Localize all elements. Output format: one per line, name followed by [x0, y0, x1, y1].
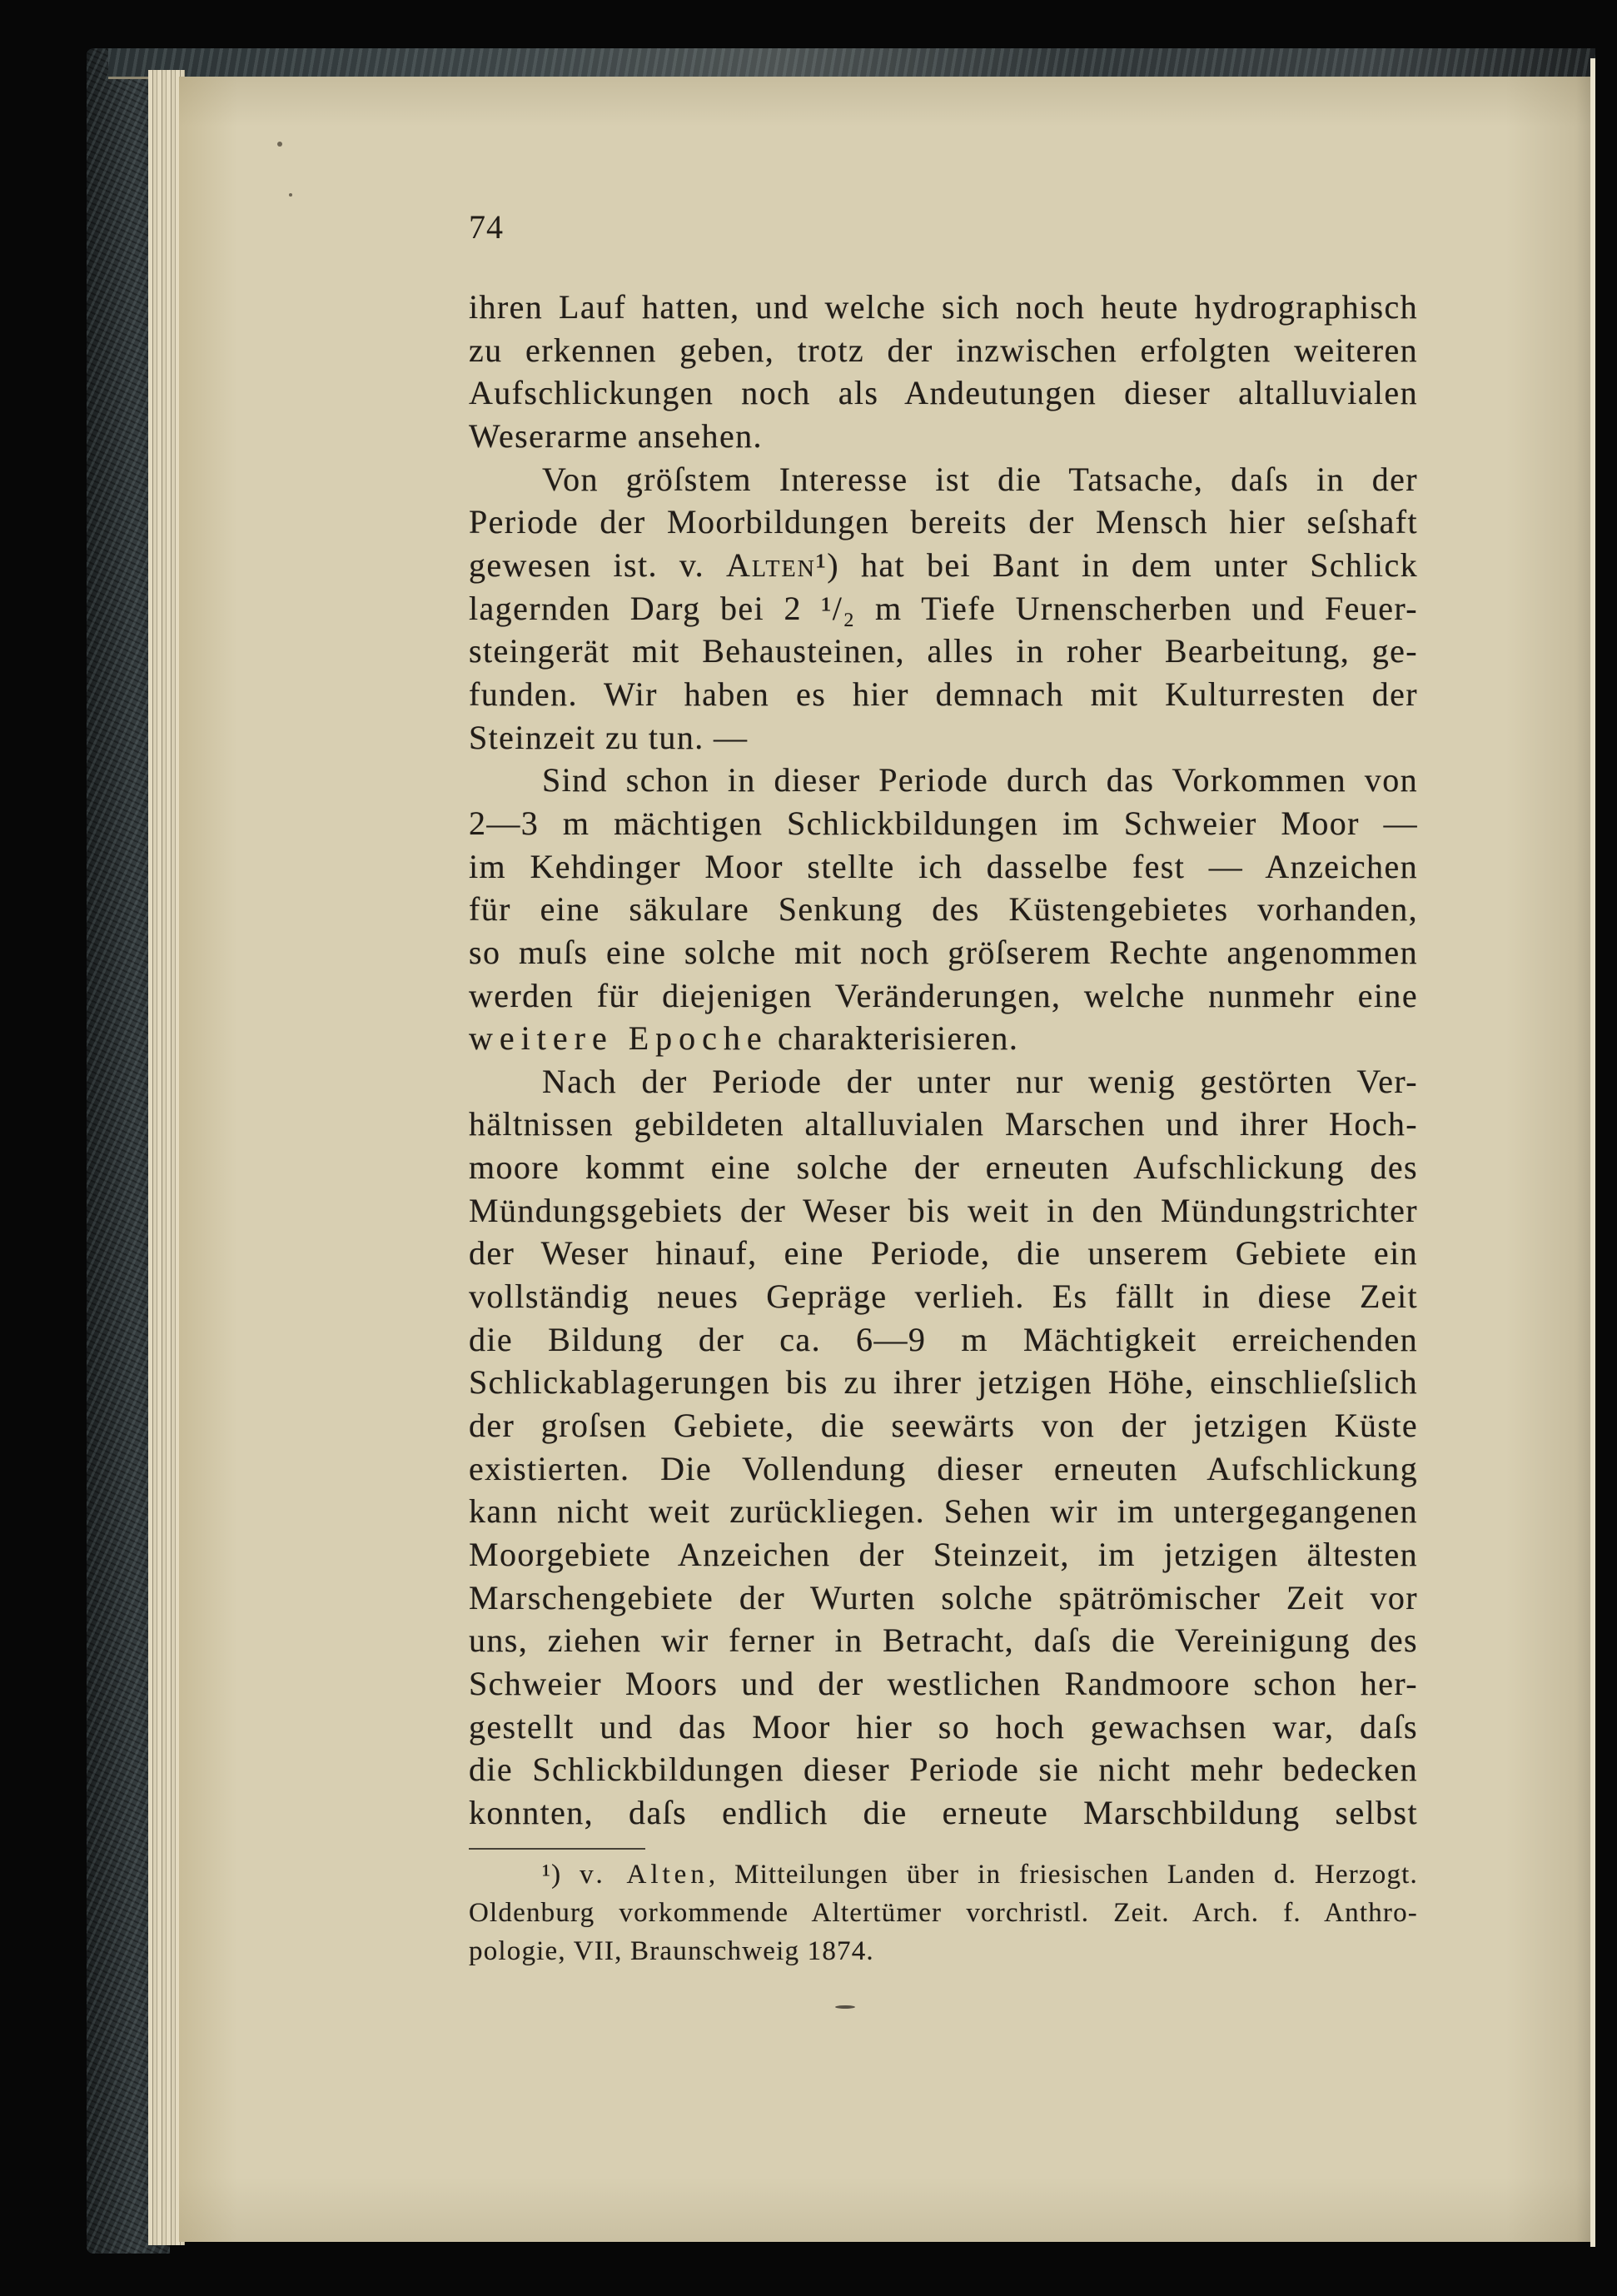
text-line: vollständig neues Gepräge verlieh. Es fällt in diese Zeit [469, 1277, 1418, 1316]
text-line: der groſsen Gebiete, die seewärts von der jetzigen Küste [469, 1407, 1418, 1445]
dust-speck [277, 142, 282, 147]
text-line: die Schlickbildungen dieser Periode sie nicht mehr bedecken [469, 1751, 1418, 1789]
text-segment: , Mitteilungen über in friesischen Landen d. Herzogt. [708, 1860, 1419, 1890]
right-page-edge [1590, 58, 1595, 2247]
text-line: Mündungsgebiets der Weser bis weit in den Mündungstrichter [469, 1191, 1418, 1229]
page-number: 74 [469, 208, 504, 246]
text-segment: hat bei Bant in dem unter Schlick [839, 545, 1418, 584]
text-line: zu erkennen geben, trotz der inzwischen erfolgten weiteren [469, 331, 1418, 369]
text-line: steingerät mit Behausteinen, alles in roher Bearbeitung, ge- [469, 632, 1418, 670]
text-segment: charakterisieren. [768, 1019, 1019, 1058]
dust-speck [289, 193, 292, 197]
text-line: für eine säkulare Senkung des Küstengebietes vorhanden, [469, 890, 1418, 929]
footnote-marker: ¹) [542, 1860, 580, 1890]
text-line: gestellt und das Moor hier so hoch gewachsen war, daſs [469, 1707, 1418, 1746]
text-line: Sind schon in dieser Periode durch das Vorkommen von [542, 761, 1418, 799]
text-line [469, 544, 1418, 587]
text-line: Nach der Periode der unter nur wenig gestörten Ver- [542, 1062, 1418, 1100]
text-line: Weserarme ansehen. [469, 416, 763, 455]
text-line: 2—3 m mächtigen Schlickbildungen im Schweier Moor — [469, 804, 1418, 842]
footnote-author: v. Alten [580, 1860, 709, 1890]
footnote-line: Oldenburg vorkommende Altertümer vorchristl. Zeit. Arch. f. Anthro- [469, 1898, 1418, 1928]
text-line: Moorgebiete Anzeichen der Steinzeit, im jetzigen ältesten [469, 1536, 1418, 1574]
text-line: die Bildung der ca. 6—9 m Mächtigkeit erreichenden [469, 1320, 1418, 1358]
footnote-reference: ¹) [815, 545, 839, 584]
text-line: Marschengebiete der Wurten solche spätrömischer Zeit vor [469, 1578, 1418, 1616]
text-line: so muſs eine solche mit noch gröſserem Rechte angenommen [469, 933, 1418, 971]
text-line: konnten, daſs endlich die erneute Marschbildung selbst [469, 1793, 1418, 1831]
text-line: lagernden Darg bei 2 ¹/₂ m Tiefe Urnenscherben und Feuer- [469, 589, 1418, 627]
footnote-rule [469, 1848, 645, 1850]
text-line: moore kommt eine solche der erneuten Aufschlickung des [469, 1148, 1418, 1187]
text-line: Schlickablagerungen bis zu ihrer jetzigen Höhe, einschlieſslich [469, 1363, 1418, 1402]
spaced-emphasis: weitere Epoche [469, 1019, 769, 1058]
text-line: Steinzeit zu tun. — [469, 718, 749, 756]
footnote-line [469, 1855, 1418, 1894]
text-line: ihren Lauf hatten, und welche sich noch heute hydrographisch [469, 288, 1418, 326]
text-line: hältnissen gebildeten altalluvialen Marschen und ihrer Hoch- [469, 1105, 1418, 1143]
text-line: existierten. Die Vollendung dieser erneuten Aufschlickung [469, 1449, 1418, 1487]
text-segment: gewesen ist. v. [469, 545, 727, 584]
printer-mark [835, 2005, 855, 2009]
text-line: Aufschlickungen noch als Andeutungen dieser altalluvialen [469, 374, 1418, 412]
text-line: der Weser hinauf, eine Periode, die unserem Gebiete ein [469, 1234, 1418, 1273]
text-line: Periode der Moorbildungen bereits der Mensch hier seſshaft [469, 503, 1418, 541]
text-line: Schweier Moors und der westlichen Randmoore schon her- [469, 1665, 1418, 1702]
text-line: im Kehdinger Moor stellte ich dasselbe fest — Anzeichen [469, 847, 1418, 885]
text-line: uns, ziehen wir ferner in Betracht, daſs die Vereinigung des [469, 1621, 1418, 1660]
footnote [469, 1855, 1418, 1970]
text-line: Von gröſstem Interesse ist die Tatsache, daſs in der [542, 460, 1418, 498]
body-text [469, 286, 1418, 1835]
text-line [469, 1017, 1418, 1060]
top-edge-band [108, 48, 1595, 79]
text-line: werden für diejenigen Veränderungen, welche nunmehr eine [469, 976, 1418, 1014]
footnote-line: pologie, VII, Braunschweig 1874. [469, 1936, 874, 1966]
text-line: funden. Wir haben es hier demnach mit Kulturresten der [469, 675, 1418, 713]
text-line: kann nicht weit zurückliegen. Sehen wir im untergegangenen [469, 1492, 1418, 1531]
author-name: Alten [726, 545, 816, 584]
